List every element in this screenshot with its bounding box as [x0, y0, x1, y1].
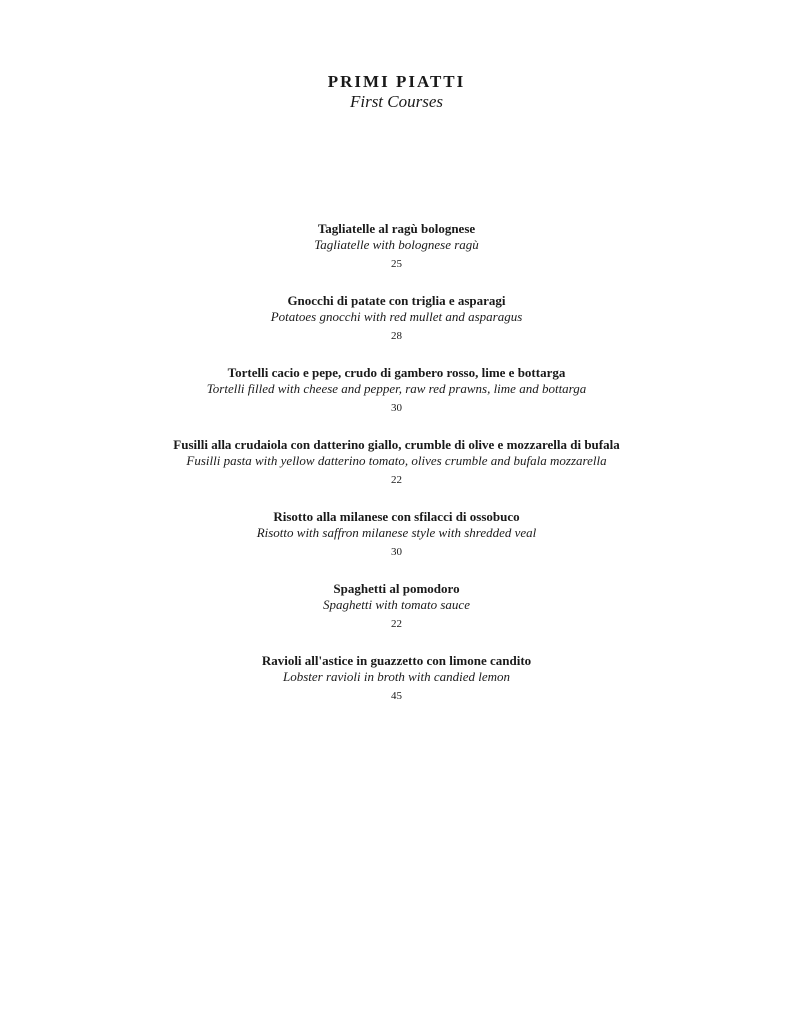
dish-description: Potatoes gnocchi with red mullet and asparagus: [270, 309, 523, 324]
dish-name: Fusilli alla crudaiola con datterino giallo, crumble di olive e mozzarella di bufala: [173, 437, 620, 452]
dish-price: 30: [391, 402, 402, 414]
dish-description: Risotto with saffron milanese style with shredded veal: [256, 525, 537, 540]
dish-description: Spaghetti with tomato sauce: [323, 597, 470, 612]
dish-price: 28: [391, 330, 402, 342]
dish-price: 30: [391, 546, 402, 558]
menu-item: [0, 508, 793, 580]
dish-description: Fusilli pasta with yellow datterino tomato, olives crumble and bufala mozzarella: [186, 453, 607, 468]
menu-header: [0, 72, 793, 112]
menu-item: [0, 364, 793, 436]
dish-name: Tortelli cacio e pepe, crudo di gambero rosso, lime e bottarga: [227, 365, 566, 380]
dish-price: 25: [391, 258, 402, 270]
section-subtitle: First Courses: [349, 92, 444, 111]
dish-name: Gnocchi di patate con triglia e asparagi: [287, 293, 506, 308]
menu-list: [0, 220, 793, 724]
dish-description: Tortelli filled with cheese and pepper, raw red prawns, lime and bottarga: [206, 381, 587, 396]
dish-price: 45: [391, 690, 402, 702]
dish-name: Tagliatelle al ragù bolognese: [317, 221, 476, 236]
dish-description: Lobster ravioli in broth with candied lemon: [282, 669, 510, 684]
menu-item: [0, 220, 793, 292]
dish-price: 22: [391, 618, 402, 630]
menu-item: [0, 652, 793, 724]
dish-description: Tagliatelle with bolognese ragù: [314, 237, 479, 252]
dish-name: Ravioli all'astice in guazzetto con limone candito: [261, 653, 532, 668]
menu-item: [0, 580, 793, 652]
dish-price: 22: [391, 474, 402, 486]
menu-item: [0, 292, 793, 364]
section-title: PRIMI PIATTI: [327, 72, 466, 91]
dish-name: Spaghetti al pomodoro: [333, 581, 460, 596]
menu-item: [0, 436, 793, 508]
dish-name: Risotto alla milanese con sfilacci di ossobuco: [273, 509, 520, 524]
